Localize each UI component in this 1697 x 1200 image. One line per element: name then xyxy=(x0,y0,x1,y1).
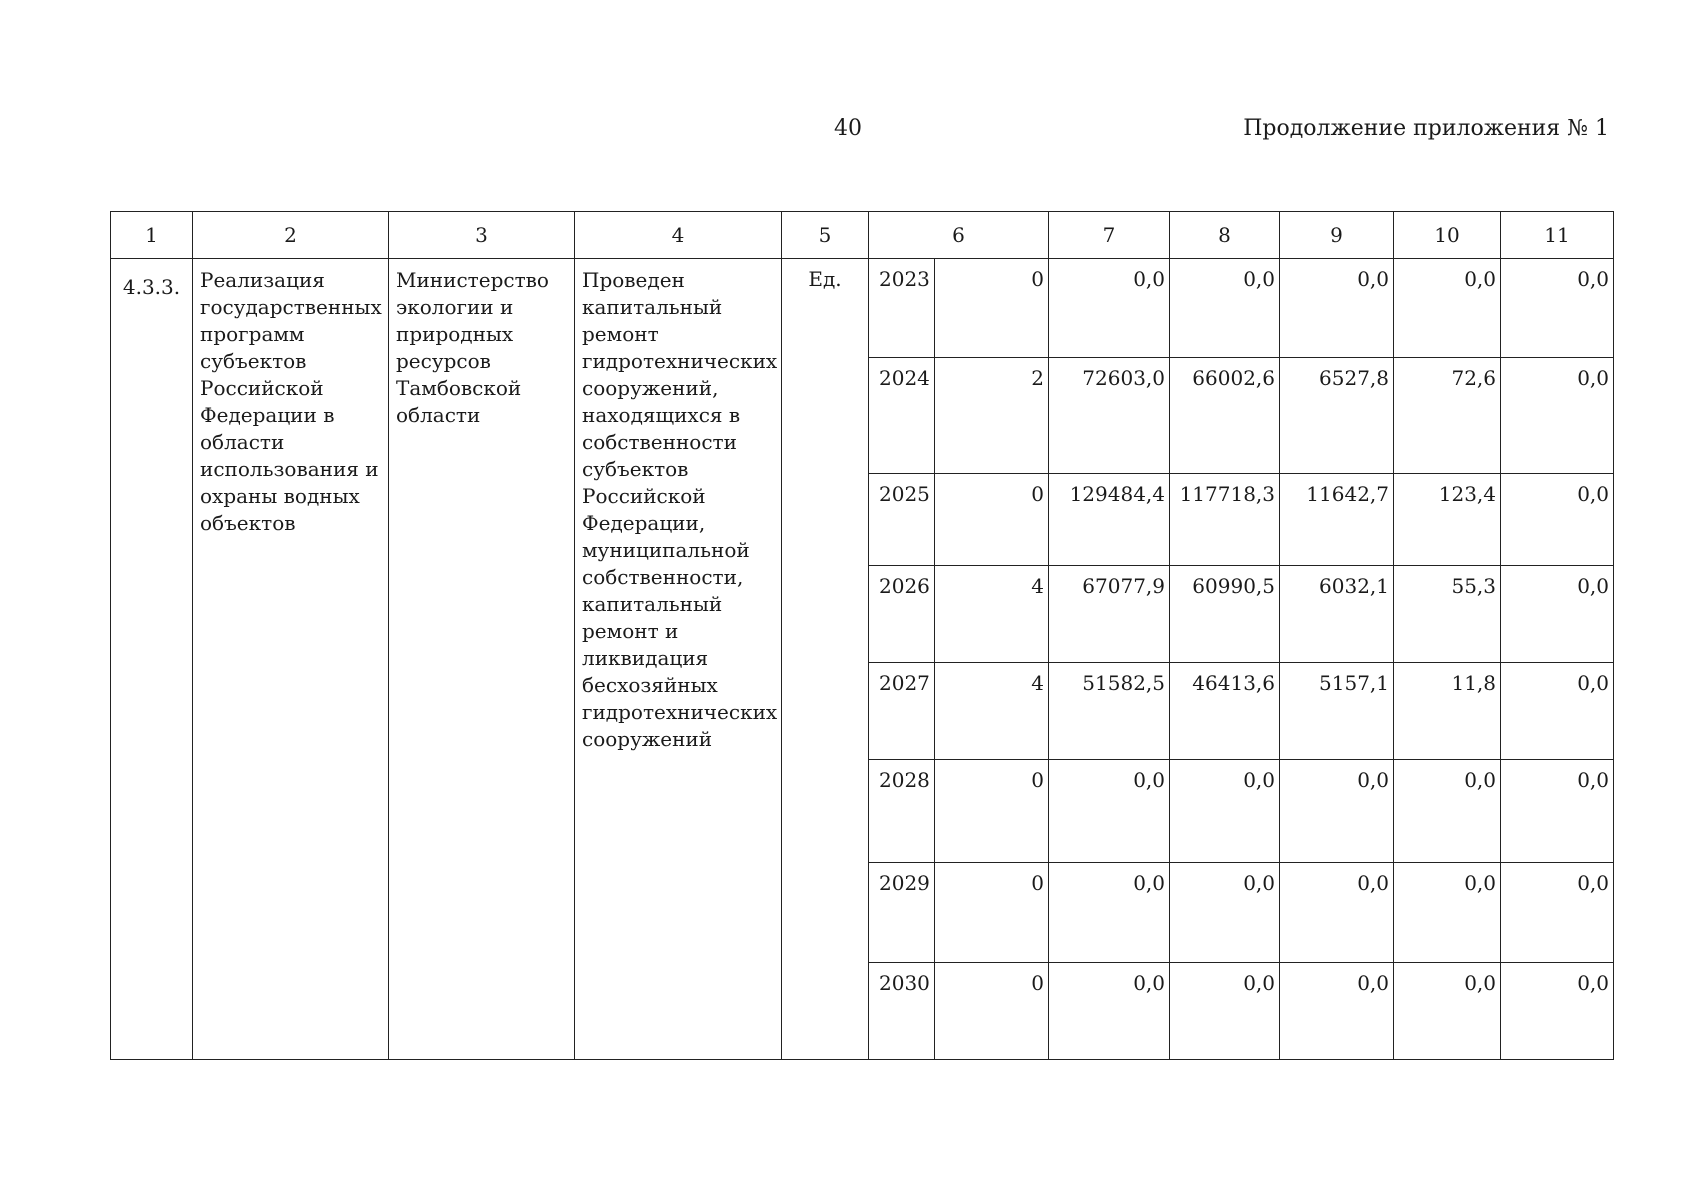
federal-funding: 46413,6 xyxy=(1170,663,1280,760)
column-header: 7 xyxy=(1049,212,1170,259)
page-number: 40 xyxy=(834,116,862,141)
table-row xyxy=(111,259,1614,358)
total-funding: 0,0 xyxy=(1049,760,1170,863)
column-header: 8 xyxy=(1170,212,1280,259)
regional-funding: 6527,8 xyxy=(1280,358,1394,474)
regional-funding: 5157,1 xyxy=(1280,663,1394,760)
indicator-value: 0 xyxy=(935,963,1049,1060)
appendix-note: Продолжение приложения № 1 xyxy=(1243,116,1609,141)
column-header: 9 xyxy=(1280,212,1394,259)
other-funding: 0,0 xyxy=(1501,760,1614,863)
total-funding: 129484,4 xyxy=(1049,474,1170,566)
unit-of-measure: Ед. xyxy=(782,259,869,1060)
regional-funding: 0,0 xyxy=(1280,963,1394,1060)
year-cell: 2023 xyxy=(869,259,935,358)
year-cell: 2025 xyxy=(869,474,935,566)
regional-funding: 0,0 xyxy=(1280,760,1394,863)
total-funding: 0,0 xyxy=(1049,259,1170,358)
column-header: 2 xyxy=(193,212,389,259)
local-funding: 123,4 xyxy=(1394,474,1501,566)
column-header: 3 xyxy=(389,212,575,259)
federal-funding: 60990,5 xyxy=(1170,566,1280,663)
other-funding: 0,0 xyxy=(1501,663,1614,760)
local-funding: 55,3 xyxy=(1394,566,1501,663)
year-cell: 2026 xyxy=(869,566,935,663)
responsible-executor: Министерство экологии и природных ресурсов Тамбовской области xyxy=(389,259,575,1060)
column-header: 6 xyxy=(869,212,1049,259)
indicator-value: 4 xyxy=(935,566,1049,663)
column-header: 4 xyxy=(575,212,782,259)
indicator-name: Проведен капитальный ремонт гидротехнических сооружений, находящихся в собственности субъектов Российской Федерации, муниципальной собственности, капитальный ремонт и ликвидация бесхозяйных гидротехнических сооружений xyxy=(575,259,782,1060)
local-funding: 72,6 xyxy=(1394,358,1501,474)
total-funding: 0,0 xyxy=(1049,863,1170,963)
column-header: 10 xyxy=(1394,212,1501,259)
year-cell: 2027 xyxy=(869,663,935,760)
regional-funding: 6032,1 xyxy=(1280,566,1394,663)
event-name: Реализация государственных программ субъектов Российской Федерации в области использования и охраны водных объектов xyxy=(193,259,389,1060)
regional-funding: 0,0 xyxy=(1280,863,1394,963)
year-cell: 2029 xyxy=(869,863,935,963)
year-cell: 2024 xyxy=(869,358,935,474)
column-header: 1 xyxy=(111,212,193,259)
other-funding: 0,0 xyxy=(1501,963,1614,1060)
other-funding: 0,0 xyxy=(1501,863,1614,963)
local-funding: 0,0 xyxy=(1394,863,1501,963)
local-funding: 0,0 xyxy=(1394,760,1501,863)
local-funding: 11,8 xyxy=(1394,663,1501,760)
indicator-value: 0 xyxy=(935,259,1049,358)
federal-funding: 0,0 xyxy=(1170,259,1280,358)
federal-funding: 66002,6 xyxy=(1170,358,1280,474)
federal-funding: 117718,3 xyxy=(1170,474,1280,566)
other-funding: 0,0 xyxy=(1501,474,1614,566)
year-cell: 2028 xyxy=(869,760,935,863)
federal-funding: 0,0 xyxy=(1170,963,1280,1060)
total-funding: 72603,0 xyxy=(1049,358,1170,474)
column-number-row xyxy=(111,212,1614,259)
total-funding: 67077,9 xyxy=(1049,566,1170,663)
indicator-value: 2 xyxy=(935,358,1049,474)
other-funding: 0,0 xyxy=(1501,566,1614,663)
other-funding: 0,0 xyxy=(1501,259,1614,358)
local-funding: 0,0 xyxy=(1394,963,1501,1060)
row-index: 4.3.3. xyxy=(111,259,193,1060)
column-header: 5 xyxy=(782,212,869,259)
program-table xyxy=(110,211,1614,1060)
year-cell: 2030 xyxy=(869,963,935,1060)
column-header: 11 xyxy=(1501,212,1614,259)
indicator-value: 4 xyxy=(935,663,1049,760)
other-funding: 0,0 xyxy=(1501,358,1614,474)
regional-funding: 0,0 xyxy=(1280,259,1394,358)
federal-funding: 0,0 xyxy=(1170,863,1280,963)
indicator-value: 0 xyxy=(935,760,1049,863)
local-funding: 0,0 xyxy=(1394,259,1501,358)
total-funding: 51582,5 xyxy=(1049,663,1170,760)
federal-funding: 0,0 xyxy=(1170,760,1280,863)
indicator-value: 0 xyxy=(935,474,1049,566)
total-funding: 0,0 xyxy=(1049,963,1170,1060)
regional-funding: 11642,7 xyxy=(1280,474,1394,566)
indicator-value: 0 xyxy=(935,863,1049,963)
